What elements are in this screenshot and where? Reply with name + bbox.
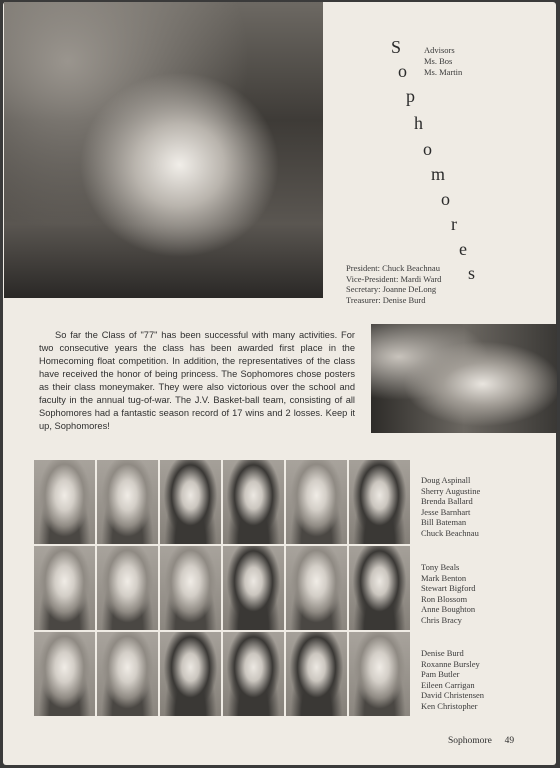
- student-name: Roxanne Bursley: [421, 658, 480, 669]
- candid-photo: [371, 324, 557, 433]
- officer: Vice-President: Mardi Ward: [346, 273, 442, 284]
- page-footer: [448, 736, 514, 746]
- advisor-name: Ms. Martin: [424, 67, 463, 77]
- student-portrait: [349, 460, 410, 544]
- student-name: Tony Beals: [421, 562, 460, 572]
- advisors-heading: Advisors: [424, 45, 455, 55]
- student-portrait: [223, 632, 284, 716]
- group-photo: [4, 2, 323, 298]
- title-letter: h: [414, 113, 423, 133]
- title-letter: o: [398, 61, 407, 81]
- page-number: 49: [504, 736, 515, 746]
- name-list-row-2: [421, 562, 476, 625]
- student-name: Mark Benton: [421, 572, 467, 583]
- title-letter: e: [459, 239, 467, 259]
- student-name: Anne Boughton: [421, 604, 476, 614]
- student-portrait: [286, 632, 347, 716]
- student-portrait: [160, 632, 221, 716]
- student-portrait: [34, 546, 95, 630]
- student-name: Chuck Beachnau: [421, 527, 479, 538]
- footer-section: Sophomore: [448, 736, 492, 746]
- student-name: Denise Burd: [421, 648, 464, 658]
- student-portrait: [286, 546, 347, 630]
- title-letter: o: [423, 139, 432, 159]
- student-name: Chris Bracy: [421, 614, 462, 625]
- name-list-row-1: [421, 475, 480, 538]
- student-name: Eileen Carrigan: [421, 679, 475, 690]
- student-portrait: [286, 460, 347, 544]
- student-portrait: [349, 546, 410, 630]
- student-portrait: [160, 546, 221, 630]
- student-name: Doug Aspinall: [421, 475, 471, 485]
- advisor-name: Ms. Bos: [424, 56, 453, 66]
- student-portrait: [223, 460, 284, 544]
- student-name: Jesse Barnhart: [421, 506, 471, 517]
- student-portrait: [160, 460, 221, 544]
- student-portrait: [97, 546, 158, 630]
- officer: President: Chuck Beachnau: [346, 263, 440, 273]
- student-name: Sherry Augustine: [421, 485, 481, 496]
- class-summary-paragraph: [39, 329, 355, 433]
- title-letter: m: [431, 164, 446, 184]
- advisors-block: [424, 45, 462, 78]
- title-letter: o: [441, 189, 450, 209]
- class-summary-text: So far the Class of "77" has been successful with many activities. For two consecutive years the class has been awarded first place in the Homecoming float competition. In addition, the representatives of the class have received the honor of being princess. The Sophomores chose posters as their class moneymaker. They were also victorious over the school and faculty in the annual tug-of-war. The J.V. Basket-ball team, consisting of all Sophomores had a fantastic season record of 17 wins and 2 losses. Keep it up, Sophomores!: [39, 330, 355, 431]
- student-name: Brenda Ballard: [421, 496, 473, 506]
- student-name: Bill Bateman: [421, 517, 467, 527]
- title-letter: s: [468, 263, 476, 283]
- student-portrait: [34, 460, 95, 544]
- name-list-row-3: [421, 648, 484, 711]
- officer: Treasurer: Denise Burd: [346, 294, 426, 305]
- student-portrait: [34, 632, 95, 716]
- title-letter: r: [451, 214, 457, 234]
- student-portrait: [97, 460, 158, 544]
- student-portrait: [97, 632, 158, 716]
- student-name: Stewart Bigford: [421, 583, 476, 593]
- title-letter: p: [406, 86, 415, 106]
- student-portrait: [223, 546, 284, 630]
- officer: Secretary: Joanne DeLong: [346, 284, 437, 294]
- student-name: Ken Christopher: [421, 700, 478, 711]
- student-name: David Christensen: [421, 690, 485, 700]
- student-name: Ron Blossom: [421, 593, 468, 604]
- title-letter: S: [391, 37, 402, 57]
- student-name: Pam Butler: [421, 669, 460, 679]
- yearbook-page: [3, 2, 556, 765]
- student-portrait: [349, 632, 410, 716]
- officers-list: [346, 263, 441, 305]
